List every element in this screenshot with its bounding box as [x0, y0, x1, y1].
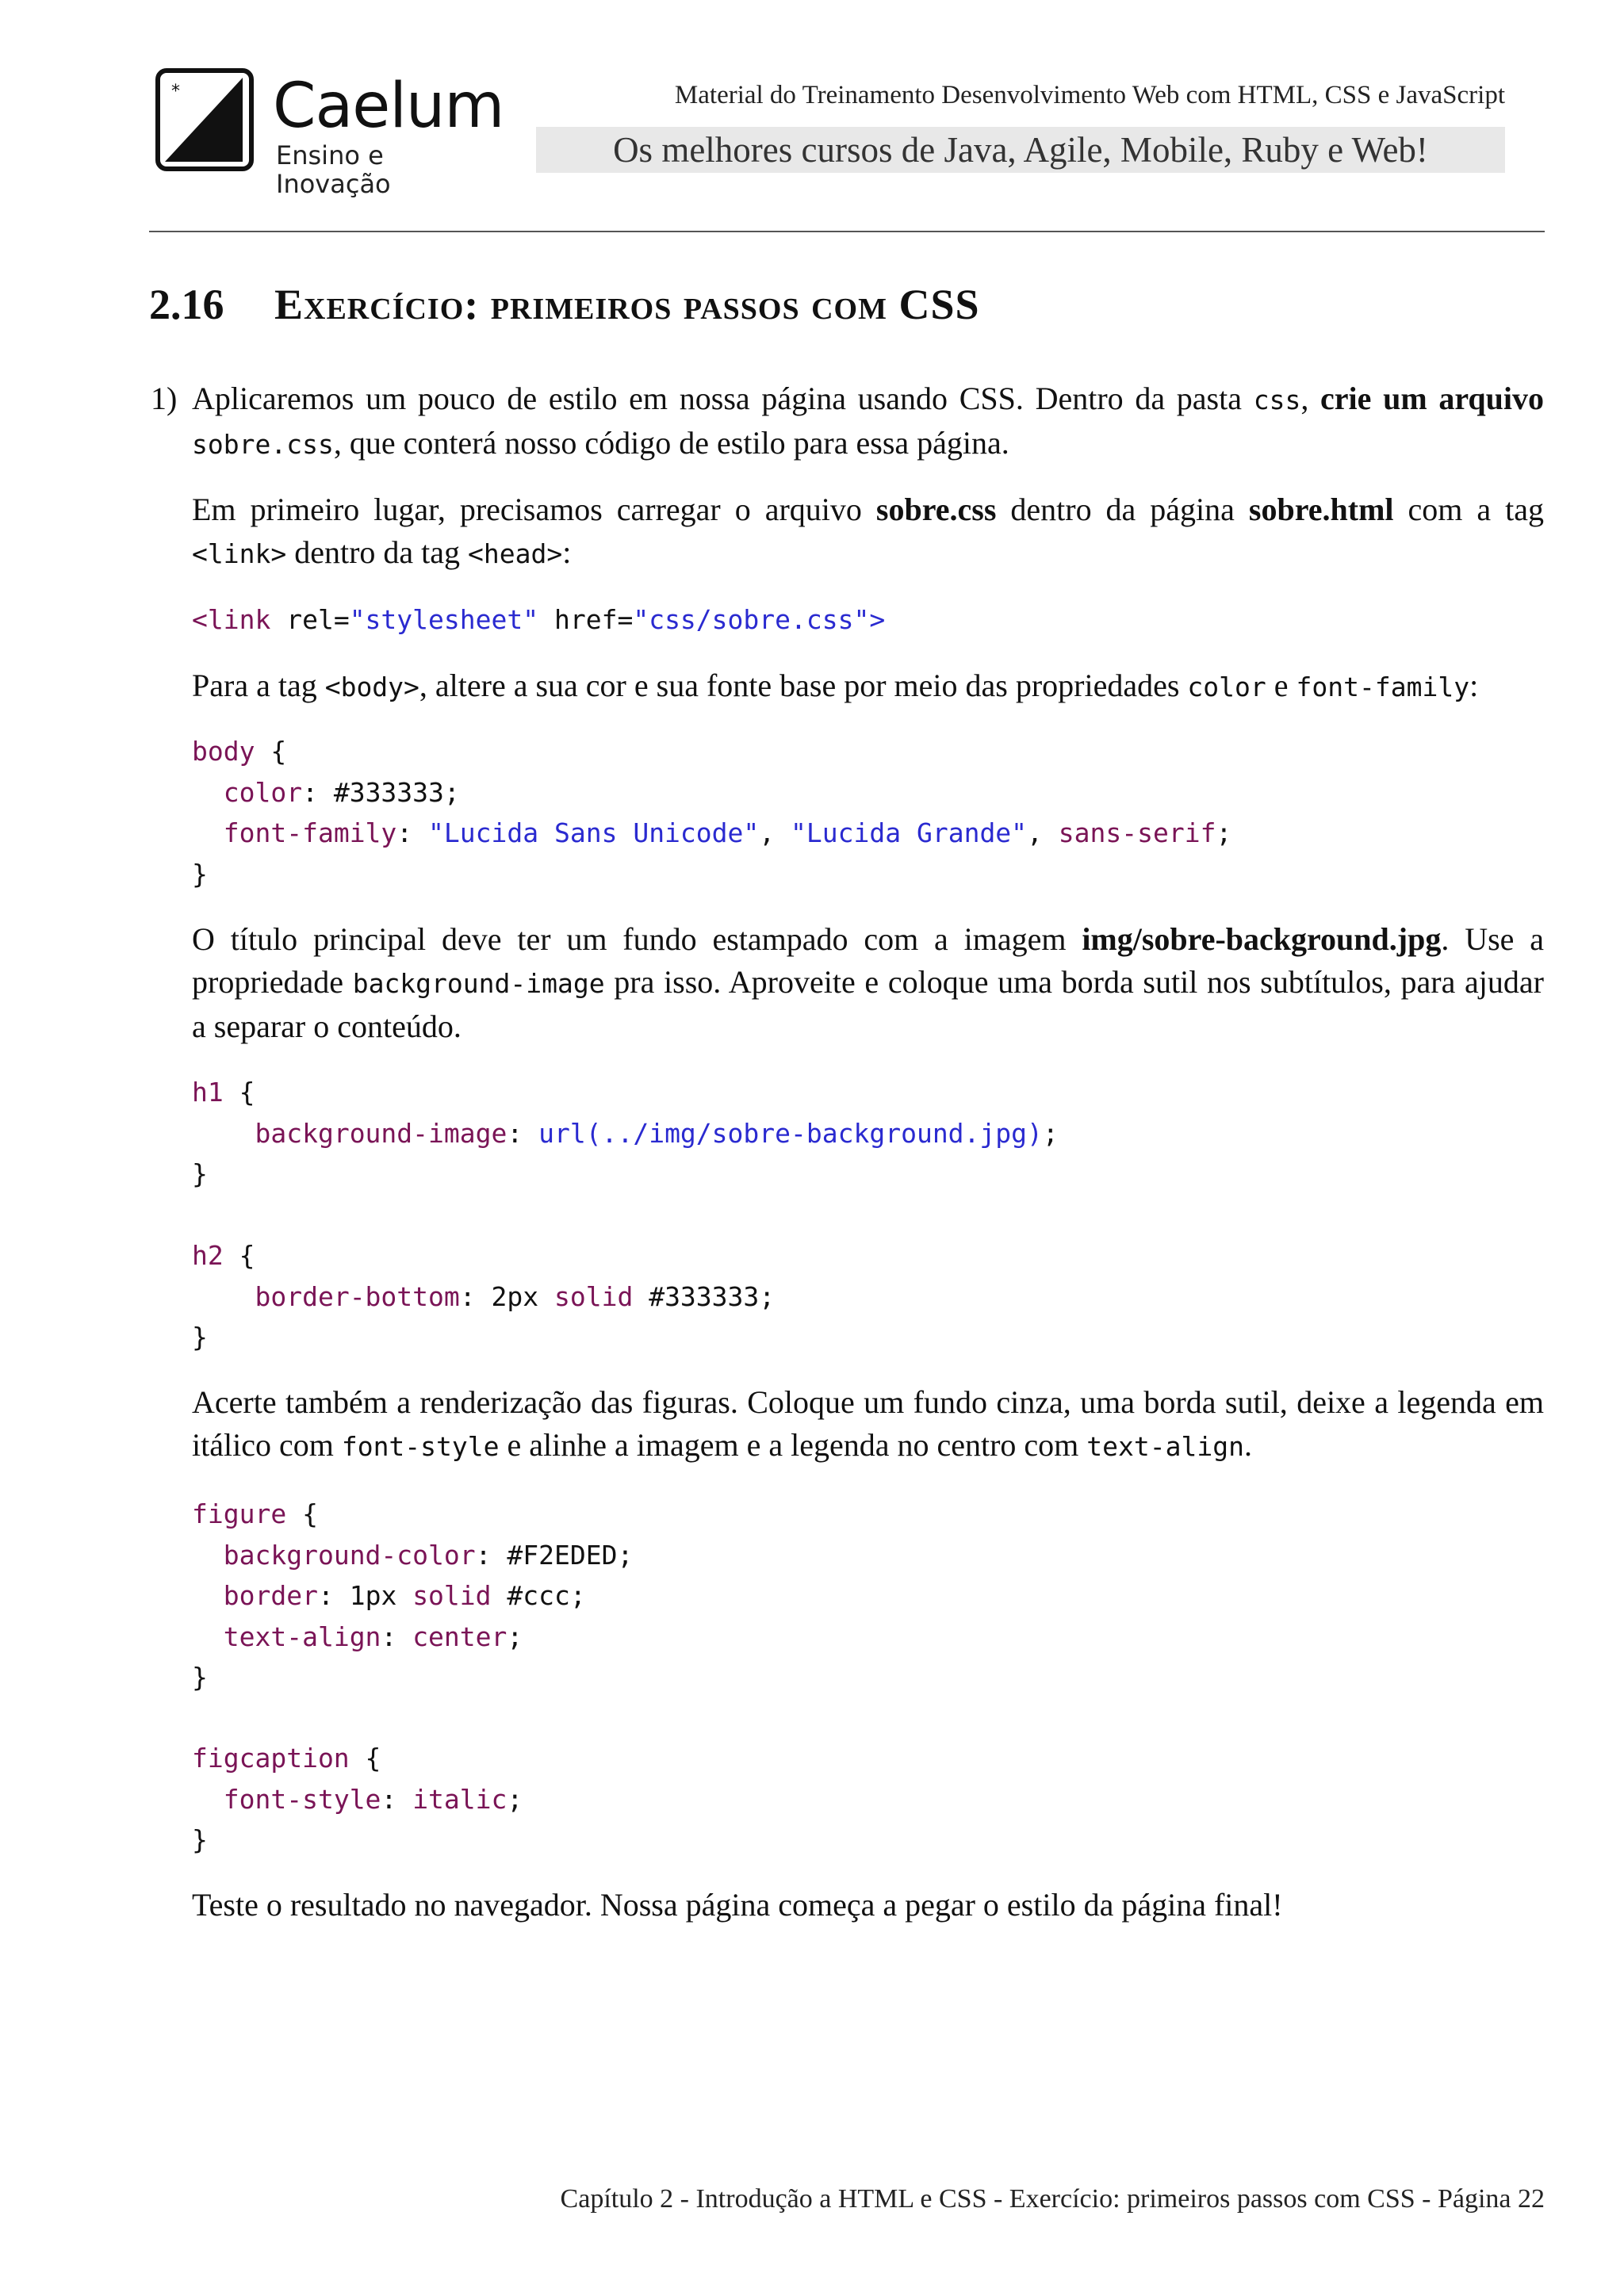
code-tag: >	[869, 604, 886, 635]
text: , altere a sua cor e sua fonte base por meio das propriedades	[419, 668, 1188, 703]
code-punct: ;	[1216, 817, 1232, 848]
code-url: url(../img/sobre-background.jpg)	[538, 1117, 1043, 1149]
code-block-h2	[192, 1235, 775, 1358]
code-attr: href=	[538, 604, 634, 635]
text: :	[1469, 668, 1479, 703]
bold-text: sobre.css	[875, 492, 997, 527]
text: dentro da tag	[286, 534, 469, 570]
inline-code: <body>	[324, 672, 419, 702]
inline-code: background-image	[352, 968, 605, 999]
code-block-link	[192, 599, 885, 641]
text: O título principal deve ter um fundo estampado com a imagem	[192, 921, 1082, 957]
code-punct: ;	[1042, 1117, 1059, 1149]
code-selector: h1	[192, 1077, 224, 1108]
code-punct: {	[349, 1743, 381, 1774]
bold-text: sobre.html	[1248, 492, 1394, 527]
text: Teste o resultado no navegador. Nossa página começa a pegar o estilo da página final!	[192, 1887, 1283, 1923]
code-value: : #333333;	[302, 776, 460, 808]
inline-code: css	[1253, 385, 1301, 415]
code-punct: {	[223, 1240, 255, 1271]
code-punct: ,	[759, 817, 791, 848]
text: .	[1243, 1427, 1252, 1463]
inline-code: font-style	[341, 1431, 500, 1462]
text: e alinhe a imagem e a legenda no centro com	[499, 1427, 1087, 1463]
paragraph-6	[192, 1884, 1544, 1927]
code-punct: {	[286, 1498, 318, 1529]
logo-tagline: Ensino e Inovação	[276, 140, 391, 199]
code-block-h1	[192, 1072, 1059, 1195]
text: pra isso. Aproveite e coloque uma borda sutil nos subtítulos, para ajudar a separar o conteúdo.	[192, 964, 1544, 1044]
paragraph-5	[192, 1381, 1544, 1468]
text: Em primeiro lugar, precisamos carregar o arquivo	[192, 492, 876, 527]
code-punct: :	[396, 817, 429, 848]
inline-code: sobre.css	[192, 429, 334, 460]
code-keyword: solid	[553, 1280, 634, 1312]
code-selector: body	[192, 736, 255, 767]
code-punct: }	[192, 858, 208, 890]
code-attr: rel=	[270, 604, 350, 635]
code-value: #333333;	[633, 1280, 776, 1312]
code-selector: figure	[192, 1498, 287, 1529]
code-string: "Lucida Sans Unicode"	[428, 817, 760, 848]
text: Acerte também a renderização das figuras. Coloque um fundo cinza, uma borda sutil, deixe a legenda em itálico com	[192, 1384, 1544, 1463]
paragraph-1	[192, 377, 1544, 466]
header-banner: Os melhores cursos de Java, Agile, Mobile, Ruby e Web!	[536, 127, 1505, 173]
code-value: : 2px	[459, 1280, 554, 1312]
code-punct: }	[192, 1158, 208, 1189]
inline-code: text-align	[1086, 1431, 1244, 1462]
code-block-body	[192, 731, 1231, 894]
section-title: Exercício: primeiros passos com CSS	[274, 281, 980, 328]
inline-code: color	[1187, 672, 1266, 702]
code-keyword: solid	[412, 1580, 492, 1611]
section-number: 2.16	[149, 281, 224, 328]
code-keyword: sans-serif	[1058, 817, 1216, 848]
text: e	[1266, 668, 1297, 703]
bold-text: crie um arquivo	[1320, 381, 1545, 416]
code-punct: }	[192, 1824, 208, 1855]
caelum-logo	[155, 68, 504, 199]
bold-text: img/sobre-background.jpg	[1082, 921, 1442, 957]
code-tag: <link	[192, 604, 271, 635]
inline-code: <head>	[468, 538, 563, 569]
code-punct: :	[381, 1783, 413, 1815]
code-value: : #F2EDED;	[475, 1539, 634, 1571]
code-selector: figcaption	[192, 1743, 350, 1774]
code-property: border-bottom	[255, 1280, 460, 1312]
code-property: text-align	[223, 1621, 381, 1652]
code-property: color	[223, 776, 303, 808]
code-punct: :	[507, 1117, 539, 1149]
inline-code: <link>	[192, 538, 287, 569]
inline-code: font-family	[1296, 672, 1470, 702]
text: com a tag	[1393, 492, 1544, 527]
text: . Use a propriedade	[192, 921, 1544, 1000]
page-footer: Capítulo 2 - Introdução a HTML e CSS - Exercício: primeiros passos com CSS - Página 22	[560, 2184, 1545, 2214]
header-divider	[149, 231, 1545, 232]
code-property: background-image	[255, 1117, 508, 1149]
text: , que conterá nosso código de estilo para essa página.	[333, 425, 1009, 461]
code-punct: {	[223, 1077, 255, 1108]
code-property: font-family	[223, 817, 397, 848]
code-punct: :	[381, 1621, 413, 1652]
paragraph-2	[192, 488, 1544, 576]
text: ,	[1300, 381, 1321, 416]
paragraph-4	[192, 918, 1544, 1048]
code-property: border	[223, 1580, 318, 1611]
code-keyword: center	[412, 1621, 508, 1652]
code-punct: }	[192, 1322, 208, 1353]
text: dentro da página	[996, 492, 1249, 527]
logo-name: Caelum	[273, 71, 504, 142]
code-punct: {	[255, 736, 287, 767]
code-property: background-color	[223, 1539, 476, 1571]
code-value: #ccc;	[491, 1580, 586, 1611]
code-punct: ;	[507, 1783, 523, 1815]
code-block-figcaption	[192, 1738, 523, 1861]
text: :	[562, 534, 572, 570]
paragraph-3	[192, 664, 1544, 709]
code-punct: }	[192, 1662, 208, 1693]
code-selector: h2	[192, 1240, 224, 1271]
code-string: "css/sobre.css"	[633, 604, 870, 635]
code-block-figure	[192, 1494, 633, 1698]
code-property: font-style	[223, 1783, 381, 1815]
code-keyword: italic	[412, 1783, 508, 1815]
code-value: : 1px	[317, 1580, 413, 1611]
text: Para a tag	[192, 668, 325, 703]
code-punct: ,	[1027, 817, 1059, 848]
code-string: "stylesheet"	[349, 604, 539, 635]
logo-mark-icon	[155, 68, 254, 171]
svg-text:*: *	[171, 82, 180, 101]
header-material-title: Material do Treinamento Desenvolvimento Web com HTML, CSS e JavaScript	[674, 81, 1505, 109]
text: Aplicaremos um pouco de estilo em nossa página usando CSS. Dentro da pasta	[192, 381, 1254, 416]
code-punct: ;	[507, 1621, 523, 1652]
code-string: "Lucida Grande"	[791, 817, 1028, 848]
list-item-number: 1)	[151, 381, 178, 416]
